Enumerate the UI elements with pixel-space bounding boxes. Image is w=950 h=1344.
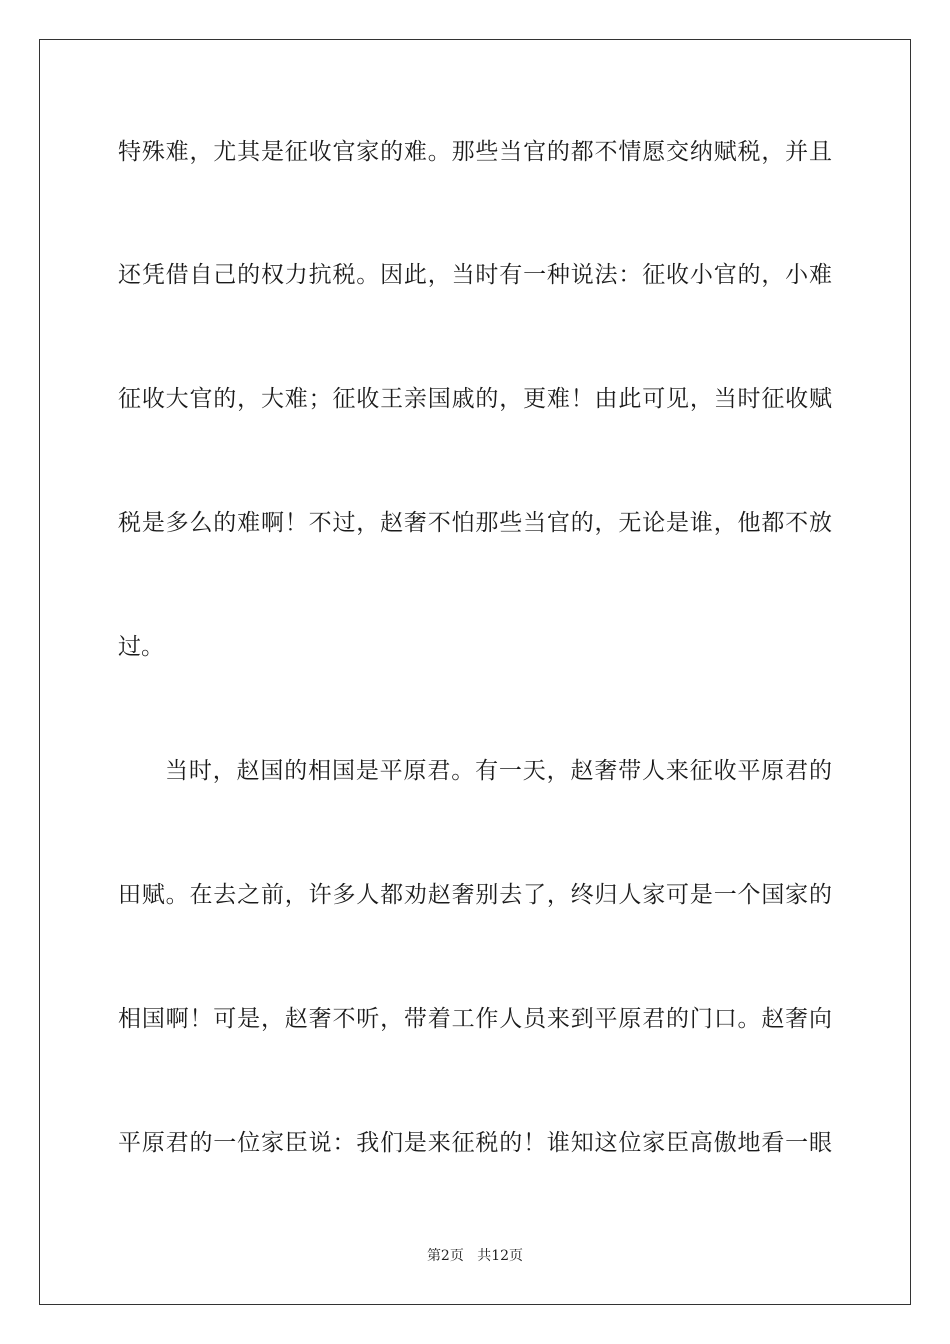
text-line-7: 田赋。在去之前，许多人都劝赵奢别去了，终归人家可是一个国家的 bbox=[118, 882, 832, 908]
text-line-2: 还凭借自己的权力抗税。因此，当时有一种说法：征收小官的，小难 bbox=[118, 262, 832, 288]
text-line-9: 平原君的一位家臣说：我们是来征税的！谁知这位家臣高傲地看一眼 bbox=[118, 1130, 832, 1156]
page-total: 共12页 bbox=[477, 1248, 524, 1264]
text-line-3: 征收大官的，大难；征收王亲国戚的，更难！由此可见，当时征收赋 bbox=[118, 386, 832, 412]
text-line-5: 过。 bbox=[118, 634, 164, 660]
page-border bbox=[39, 39, 911, 1305]
page-footer bbox=[0, 1246, 950, 1266]
page-number: 第2页 bbox=[426, 1248, 464, 1264]
text-line-8: 相国啊！可是，赵奢不听，带着工作人员来到平原君的门口。赵奢向 bbox=[118, 1006, 832, 1032]
text-line-1: 特殊难，尤其是征收官家的难。那些当官的都不情愿交纳赋税，并且 bbox=[118, 139, 832, 165]
text-line-4: 税是多么的难啊！不过，赵奢不怕那些当官的，无论是谁，他都不放 bbox=[118, 510, 832, 536]
text-line-6: 当时，赵国的相国是平原君。有一天，赵奢带人来征收平原君的 bbox=[165, 758, 832, 784]
